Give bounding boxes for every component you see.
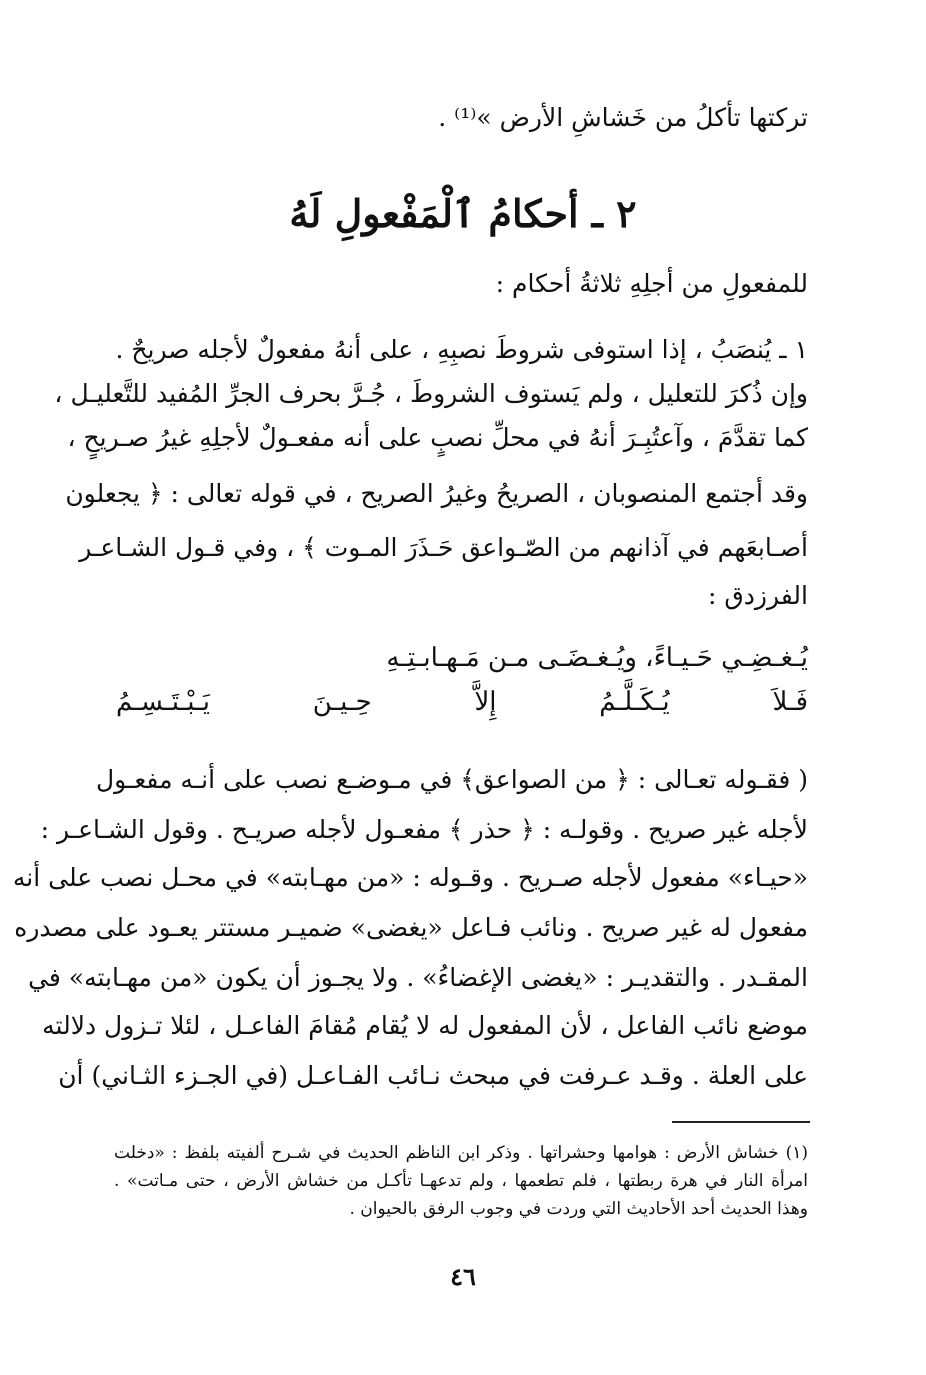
paragraph-line: أصـابعَهم في آذانهم من الصّـواعق حَـذَرَ المـوت ﴾ ، وفي قـول الشـاعـر	[79, 533, 808, 562]
verse-word: فَـلاَ	[772, 687, 808, 717]
paragraph-line: الفرزدق :	[708, 581, 808, 610]
paragraph-line: ( فقـوله تعـالى : ﴿ من الصواعق﴾ في مـوضـع نصب على أنـه مفعـول	[95, 765, 808, 794]
verse-word: إِلاَّ	[474, 687, 497, 717]
verse-word: حِـيـنَ	[312, 687, 372, 717]
paragraph-line: ١ ـ يُنصَبُ ، إذا استوفى شروطَ نصبِهِ ، على أنهُ مفعولٌ لأجله صريحٌ .	[115, 335, 808, 364]
paragraph-line: المقـدر . والتقديـر : «يغضى الإغضاءُ» . ولا يجـوز أن يكون «من مهـابته» في	[28, 963, 808, 992]
verse-hemistich-1: يُـغـضِـي حَـيـاءً، ويُـغـضَـى مـن مَـهـابـتِـهِ	[386, 643, 808, 673]
verse-hemistich-2	[116, 680, 808, 724]
paragraph-line: لأجله غير صريح . وقولـه : ﴿ حذر ﴾ مفعـول لأجله صريـح . وقول الشـاعـر :	[40, 815, 808, 844]
paragraph-line: على العلة . وقـد عـرفت في مبحث نـائب الفـاعـل (في الجـزء الثـاني) أن	[58, 1061, 808, 1090]
section-title: ٢ ـ أحكامُ ٱلْمَفْعولِ لَهُ	[289, 191, 637, 236]
lead-line: للمفعولِ من أجلِهِ ثلاثةُ أحكام :	[495, 269, 808, 298]
paragraph-line: كما تقدَّمَ ، وآعتُبِـرَ أنهُ في محلِّ نصبٍ على أنه مفعـولٌ لأجلِهِ غيرُ صـريحٍ ،	[67, 423, 808, 452]
paragraph-line: «حيـاء» مفعول لأجله صـريح . وقـوله : «من مهـابته» في محـل نصب على أنه	[12, 863, 808, 892]
verse-word: يُـكَـلَّـمُ	[599, 687, 670, 717]
footnote-divider	[672, 1121, 810, 1123]
page-number: ٤٦	[450, 1262, 476, 1291]
paragraph-line: موضع نائب الفاعل ، لأن المفعول له لا يُقام مُقامَ الفاعـل ، لئلا تـزول دلالته	[42, 1011, 808, 1040]
paragraph-line: وإن ذُكرَ للتعليل ، ولم يَستوف الشروطَ ، جُـرَّ بحرف الجرِّ المُفيد للتَّعليـل ،	[54, 379, 808, 408]
verse-word: يَـبْـتَـسِـمُ	[116, 687, 210, 717]
footnote-line: وهذا الحديث أحد الأحاديث التي وردت في وجوب الرفق بالحيوان .	[349, 1199, 808, 1219]
footnote-line: (١) خشاش الأرض : هوامها وحشراتها . وذكر ابن الناظم الحديث في شـرح ألفيته بلفظ : «دخلت	[114, 1143, 808, 1163]
paragraph-line: وقد أجتمع المنصوبان ، الصريحُ وغيرُ الصريح ، في قوله تعالى : ﴿ يجعلون	[65, 479, 808, 508]
intro-line: تركتها تأكلُ من خَشاشِ الأرض »⁽¹⁾ .	[438, 103, 808, 132]
paragraph-line: مفعول له غير صريح . ونائب فـاعل «يغضى» ضميـر مستتر يعـود على مصدره	[14, 913, 808, 942]
footnote-line: امرأة النار في هرة ربطتها ، فلم تطعمها ، ولم تدعهـا تأكـل من خشاش الأرض ، حتى مـاتت» .	[114, 1171, 808, 1191]
